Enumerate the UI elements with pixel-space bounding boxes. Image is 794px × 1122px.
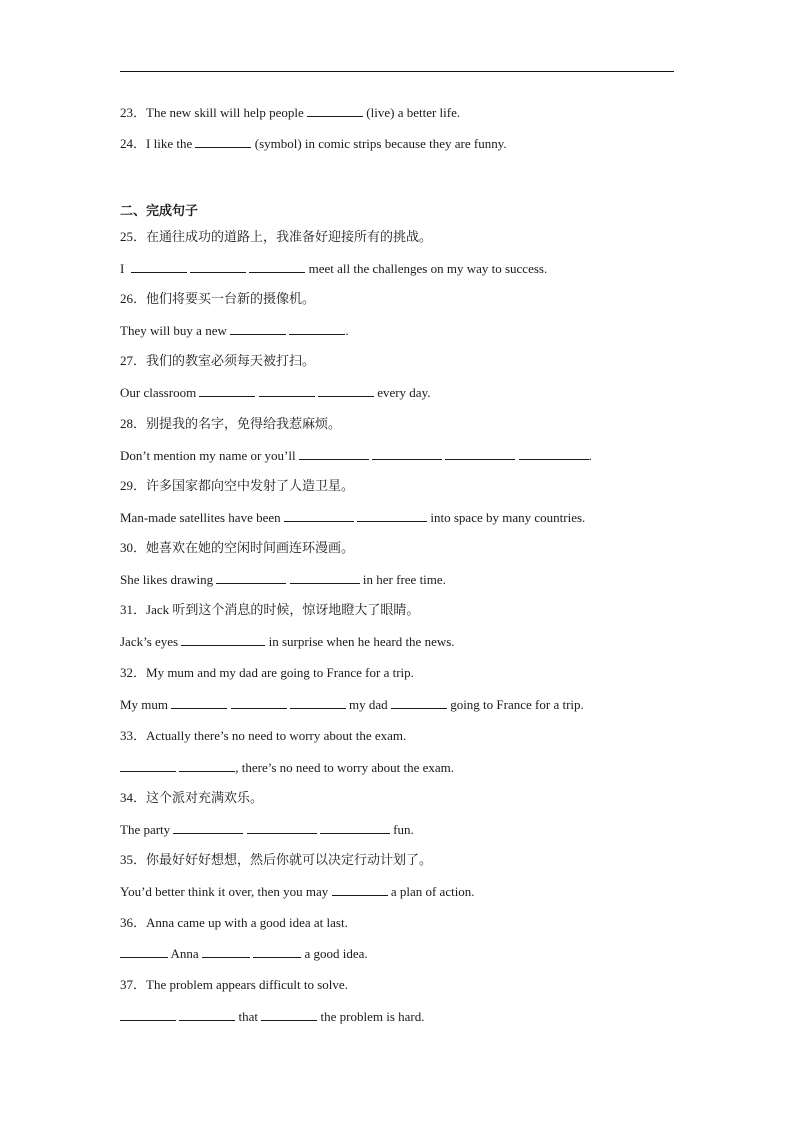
answer-blank[interactable] bbox=[445, 458, 515, 460]
question-36-prompt: 36．Anna came up with a good idea at last. bbox=[120, 915, 348, 930]
question-25-prompt: 25．在通往成功的道路上，我准备好迎接所有的挑战。 bbox=[120, 229, 433, 244]
answer-blank[interactable] bbox=[249, 271, 305, 273]
question-31-answer: Jack’s eyes in surprise when he heard the news. bbox=[120, 634, 455, 649]
question-34-prompt: 34．这个派对充满欢乐。 bbox=[120, 790, 264, 805]
question-33-answer: , there’s no need to worry about the exam. bbox=[120, 760, 454, 776]
question-30-answer: She likes drawing in her free time. bbox=[120, 572, 446, 587]
answer-blank[interactable] bbox=[290, 582, 360, 584]
answer-blank[interactable] bbox=[120, 956, 168, 958]
question-37-answer: that the problem is hard. bbox=[120, 1009, 424, 1025]
answer-blank[interactable] bbox=[247, 832, 317, 834]
answer-blank[interactable] bbox=[181, 644, 265, 646]
answer-blank[interactable] bbox=[131, 271, 187, 273]
question-number: 24． bbox=[120, 136, 147, 151]
answer-blank[interactable] bbox=[179, 1019, 235, 1021]
answer-blank[interactable] bbox=[195, 146, 251, 148]
answer-blank[interactable] bbox=[259, 395, 315, 397]
question-23: 23．The new skill will help people (live) a better life. bbox=[120, 105, 461, 120]
question-31-prompt: 31．Jack 听到这个消息的时候，惊讶地瞪大了眼睛。 bbox=[120, 602, 420, 617]
question-25-answer: I meet all the challenges on my way to success. bbox=[120, 261, 548, 276]
answer-blank[interactable] bbox=[202, 956, 250, 958]
answer-blank[interactable] bbox=[391, 707, 447, 709]
answer-blank[interactable] bbox=[332, 894, 388, 896]
section-heading: 二、完成句子 bbox=[120, 203, 199, 218]
answer-blank[interactable] bbox=[216, 582, 286, 584]
answer-blank[interactable] bbox=[120, 770, 176, 772]
answer-blank[interactable] bbox=[253, 956, 301, 958]
question-37-prompt: 37．The problem appears difficult to solve. bbox=[120, 977, 348, 992]
answer-blank[interactable] bbox=[318, 395, 374, 397]
answer-blank[interactable] bbox=[261, 1019, 317, 1021]
answer-blank[interactable] bbox=[357, 520, 427, 522]
question-35-prompt: 35．你最好好好想想，然后你就可以决定行动计划了。 bbox=[120, 852, 433, 867]
answer-blank[interactable] bbox=[179, 770, 235, 772]
question-36-answer: Anna a good idea. bbox=[120, 946, 368, 962]
question-28-answer: Don’t mention my name or you’ll . bbox=[120, 448, 592, 463]
question-29-prompt: 29．许多国家都向空中发射了人造卫星。 bbox=[120, 478, 355, 493]
answer-blank[interactable] bbox=[320, 832, 390, 834]
answer-blank[interactable] bbox=[230, 333, 286, 335]
question-24: 24．I like the (symbol) in comic strips because they are funny. bbox=[120, 136, 507, 151]
question-33-prompt: 33．Actually there’s no need to worry about the exam. bbox=[120, 728, 407, 743]
answer-blank[interactable] bbox=[171, 707, 227, 709]
question-number: 23． bbox=[120, 105, 147, 120]
answer-blank[interactable] bbox=[372, 458, 442, 460]
question-34-answer: The party fun. bbox=[120, 822, 414, 837]
question-29-answer: Man-made satellites have been into space by many countries. bbox=[120, 510, 586, 525]
answer-blank[interactable] bbox=[231, 707, 287, 709]
question-26-answer: They will buy a new . bbox=[120, 323, 349, 338]
answer-blank[interactable] bbox=[299, 458, 369, 460]
question-27-prompt: 27．我们的教室必须每天被打扫。 bbox=[120, 353, 316, 368]
question-32-prompt: 32．My mum and my dad are going to France for a trip. bbox=[120, 665, 414, 680]
header-rule bbox=[120, 71, 674, 72]
answer-blank[interactable] bbox=[173, 832, 243, 834]
question-32-answer: My mum my dad going to France for a trip. bbox=[120, 697, 584, 712]
answer-blank[interactable] bbox=[307, 115, 363, 117]
answer-blank[interactable] bbox=[120, 1019, 176, 1021]
question-26-prompt: 26．他们将要买一台新的摄像机。 bbox=[120, 291, 316, 306]
question-35-answer: You’d better think it over, then you may a plan of action. bbox=[120, 884, 475, 899]
answer-blank[interactable] bbox=[290, 707, 346, 709]
answer-blank[interactable] bbox=[199, 395, 255, 397]
question-30-prompt: 30．她喜欢在她的空闲时间画连环漫画。 bbox=[120, 540, 355, 555]
question-27-answer: Our classroom every day. bbox=[120, 385, 431, 400]
answer-blank[interactable] bbox=[190, 271, 246, 273]
answer-blank[interactable] bbox=[289, 333, 345, 335]
question-28-prompt: 28．别提我的名字，免得给我惹麻烦。 bbox=[120, 416, 342, 431]
answer-blank[interactable] bbox=[284, 520, 354, 522]
answer-blank[interactable] bbox=[519, 458, 589, 460]
